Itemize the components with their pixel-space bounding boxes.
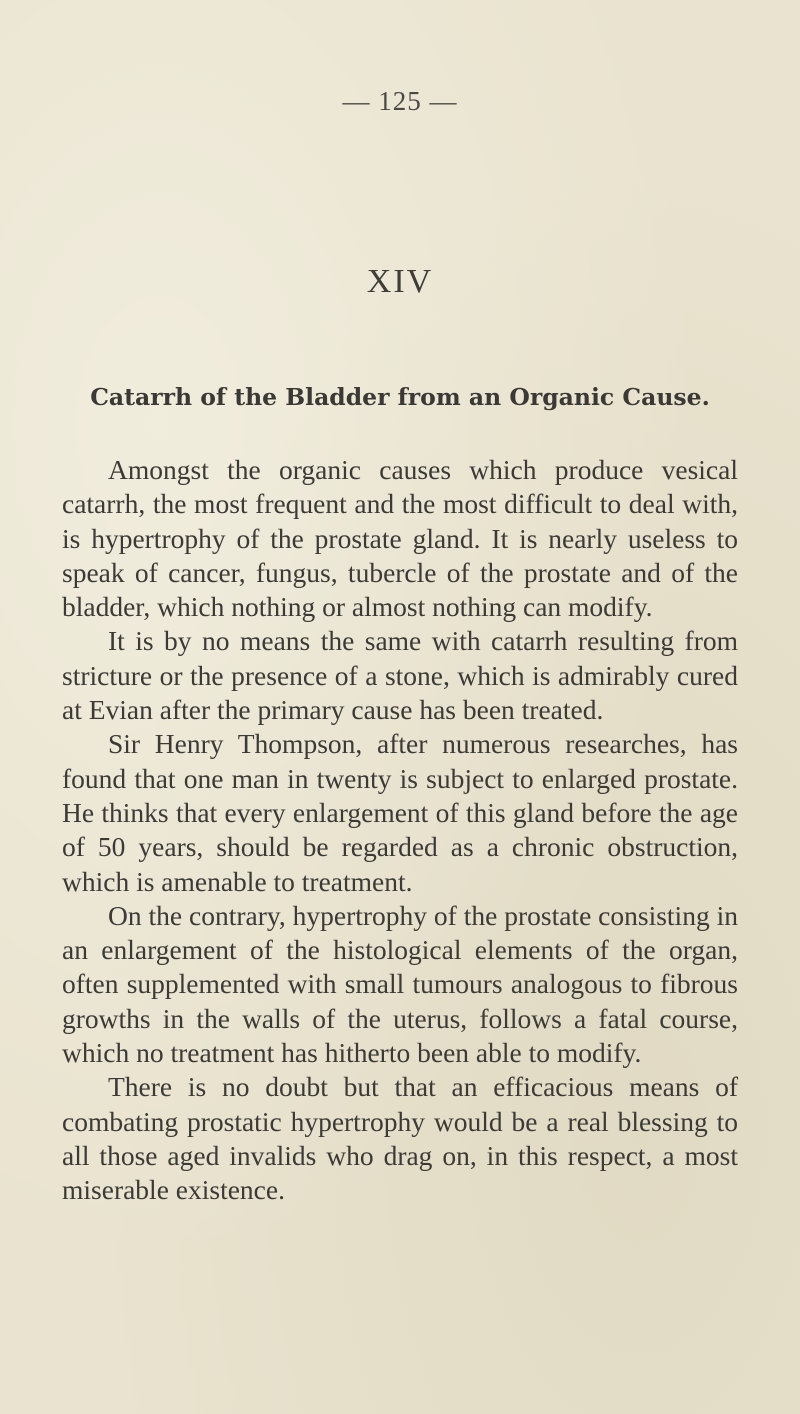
paragraph: On the contrary, hypertrophy of the prostate consisting in an enlargement of the histological elements of the organ, often supplemented with small tumours analogous to fibrous growths in the walls of the uterus, follows a fatal course, which no treatment has hitherto been able to modify. <box>62 899 738 1069</box>
chapter-heading: XIV <box>366 263 434 300</box>
paragraph: Amongst the organic causes which produce vesical catarrh, the most frequent and the most difficult to deal with, is hypertrophy of the prostate gland. It is nearly useless to speak of cancer, fungus, tubercle of the prostate and of the bladder, which nothing or almost nothing can modify. <box>62 454 738 623</box>
body-text <box>62 453 738 1208</box>
paragraph: There is no doubt but that an efficacious means of combating prostatic hypertrophy would be a real blessing to all those aged invalids who drag on, in this respect, a most miserable existence. <box>62 1071 738 1206</box>
chapter-title: Catarrh of the Bladder from an Organic Cause. <box>90 383 710 411</box>
page-number: — 125 — <box>342 86 458 116</box>
paragraph: It is by no means the same with catarrh resulting from stricture or the presence of a stone, which is admirably cured at Evian after the primary cause has been treated. <box>62 625 738 726</box>
paragraph: Sir Henry Thompson, after numerous researches, has found that one man in twenty is subject to enlarged prostate. He thinks that every enlargement of this gland before the age of 50 years, should be regarded as a chronic obstruction, which is amenable to treatment. <box>62 728 738 897</box>
